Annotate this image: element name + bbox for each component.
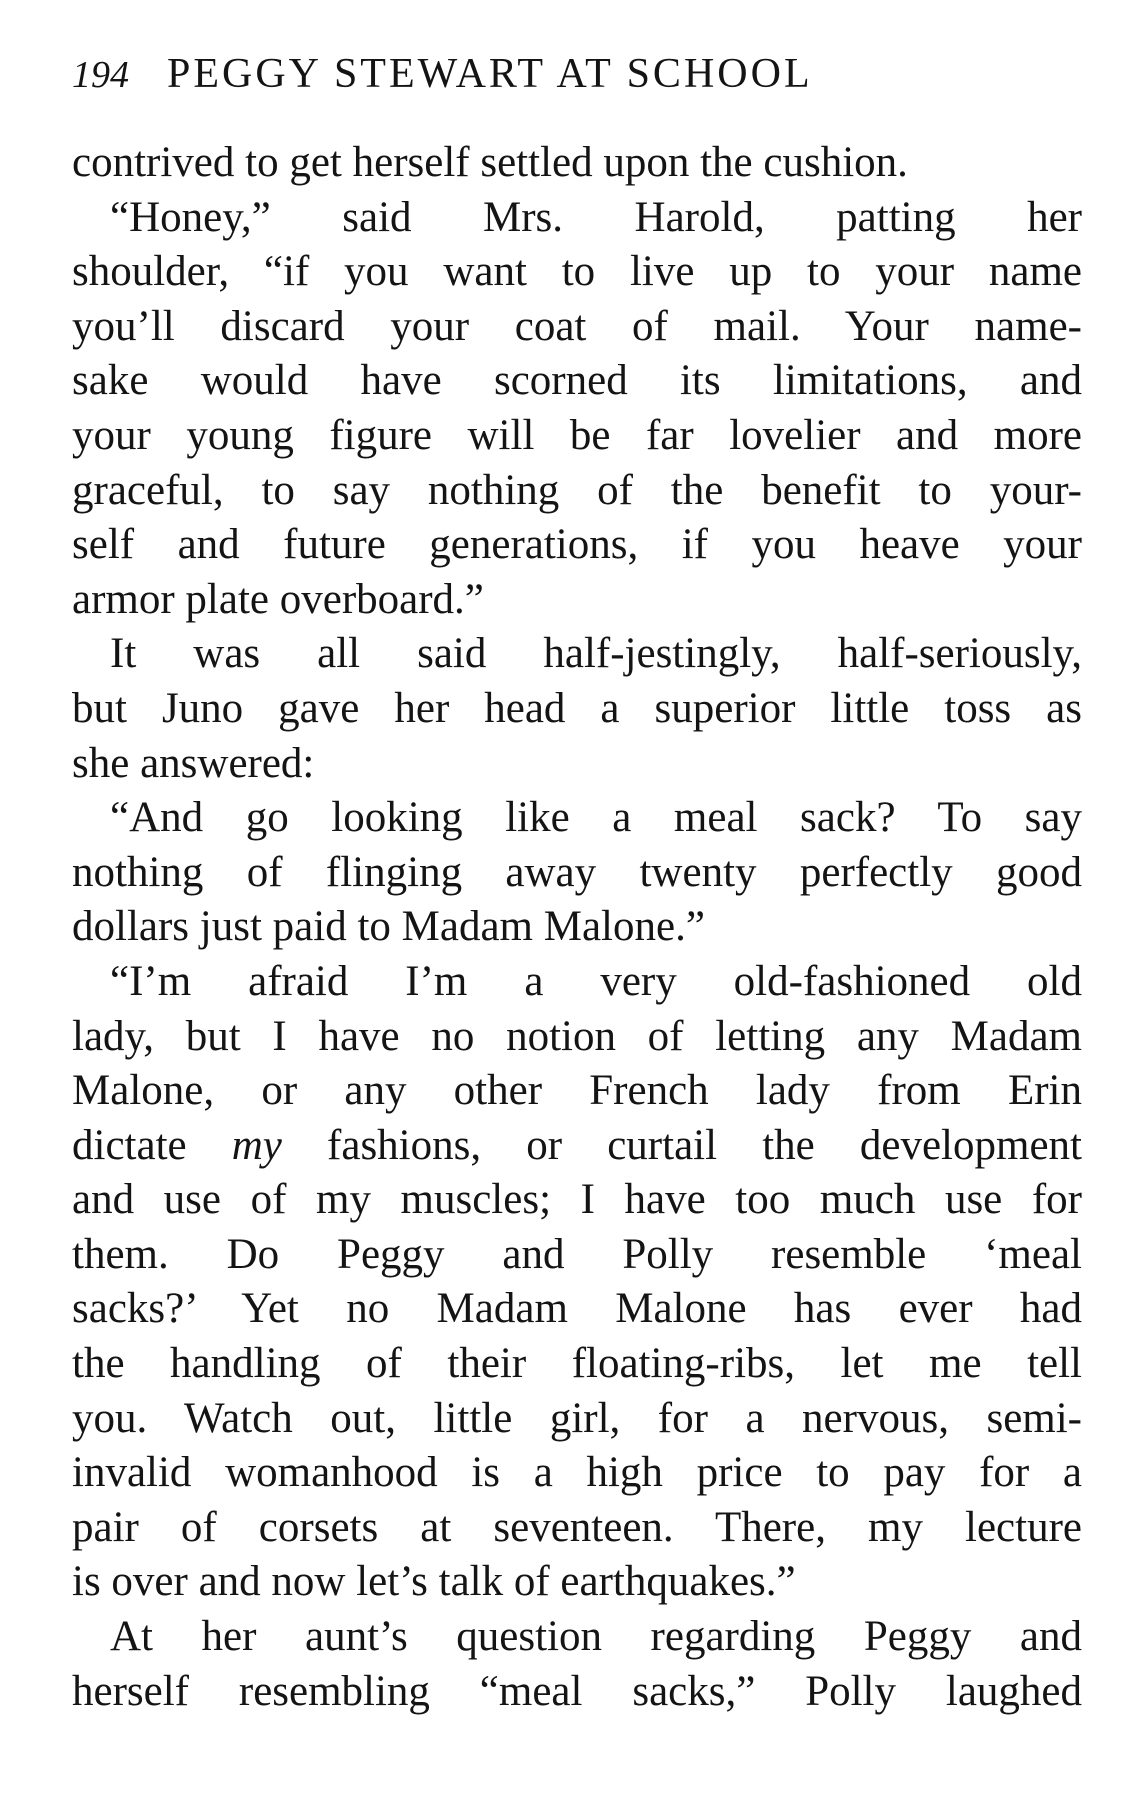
text-line: contrived to get herself settled upon the cushion. [72, 139, 908, 186]
text-line [72, 1119, 1082, 1174]
text-segment: dictate [72, 1121, 232, 1169]
text-line: armor plate overboard.” [72, 575, 484, 623]
text-line: your young figure will be far lovelier and more [72, 411, 1082, 459]
book-page [72, 50, 1082, 1719]
text-line: “Honey,” said Mrs. Harold, patting her [110, 193, 1082, 241]
text-line: graceful, to say nothing of the benefit to your- [72, 466, 1082, 514]
text-line: sake would have scorned its limitations, and [72, 357, 1082, 405]
running-head [72, 50, 1082, 106]
text-line: self and future generations, if you heave your [72, 521, 1082, 569]
text-line: At her aunt’s question regarding Peggy and [110, 1613, 1082, 1661]
text-line: herself resembling “meal sacks,” Polly laughed [72, 1667, 1082, 1715]
text-line: shoulder, “if you want to live up to your name [72, 248, 1082, 296]
body-text [72, 136, 1082, 1719]
text-line: “And go looking like a meal sack? To say [110, 794, 1082, 842]
text-line: lady, but I have no notion of letting any Madam [72, 1012, 1082, 1060]
text-line: invalid womanhood is a high price to pay for a [72, 1449, 1082, 1497]
text-line: you. Watch out, little girl, for a nervous, semi- [72, 1394, 1082, 1442]
book-title: PEGGY STEWART AT SCHOOL [167, 51, 813, 97]
text-line: “I’m afraid I’m a very old-fashioned old [110, 957, 1082, 1005]
text-line: the handling of their floating-ribs, let me tell [72, 1340, 1082, 1388]
text-line: you’ll discard your coat of mail. Your name- [72, 302, 1082, 350]
text-line: It was all said half-jestingly, half-seriously, [110, 630, 1082, 678]
text-line: and use of my muscles; I have too much use for [72, 1176, 1082, 1224]
text-line: Malone, or any other French lady from Erin [72, 1067, 1082, 1115]
text-line: nothing of flinging away twenty perfectly good [72, 848, 1082, 896]
text-line: but Juno gave her head a superior little toss as [72, 684, 1082, 732]
text-line: them. Do Peggy and Polly resemble ‘meal [72, 1230, 1082, 1278]
emphasized-word: my [231, 1121, 282, 1169]
text-line: is over and now let’s talk of earthquakes.” [72, 1558, 796, 1606]
text-line: pair of corsets at seventeen. There, my lecture [72, 1503, 1082, 1551]
page-number: 194 [72, 54, 129, 96]
text-line: she answered: [72, 739, 315, 787]
text-line: dollars just paid to Madam Malone.” [72, 903, 705, 951]
text-segment: fashions, or curtail the development [281, 1121, 1082, 1169]
text-line: sacks?’ Yet no Madam Malone has ever had [72, 1285, 1082, 1333]
